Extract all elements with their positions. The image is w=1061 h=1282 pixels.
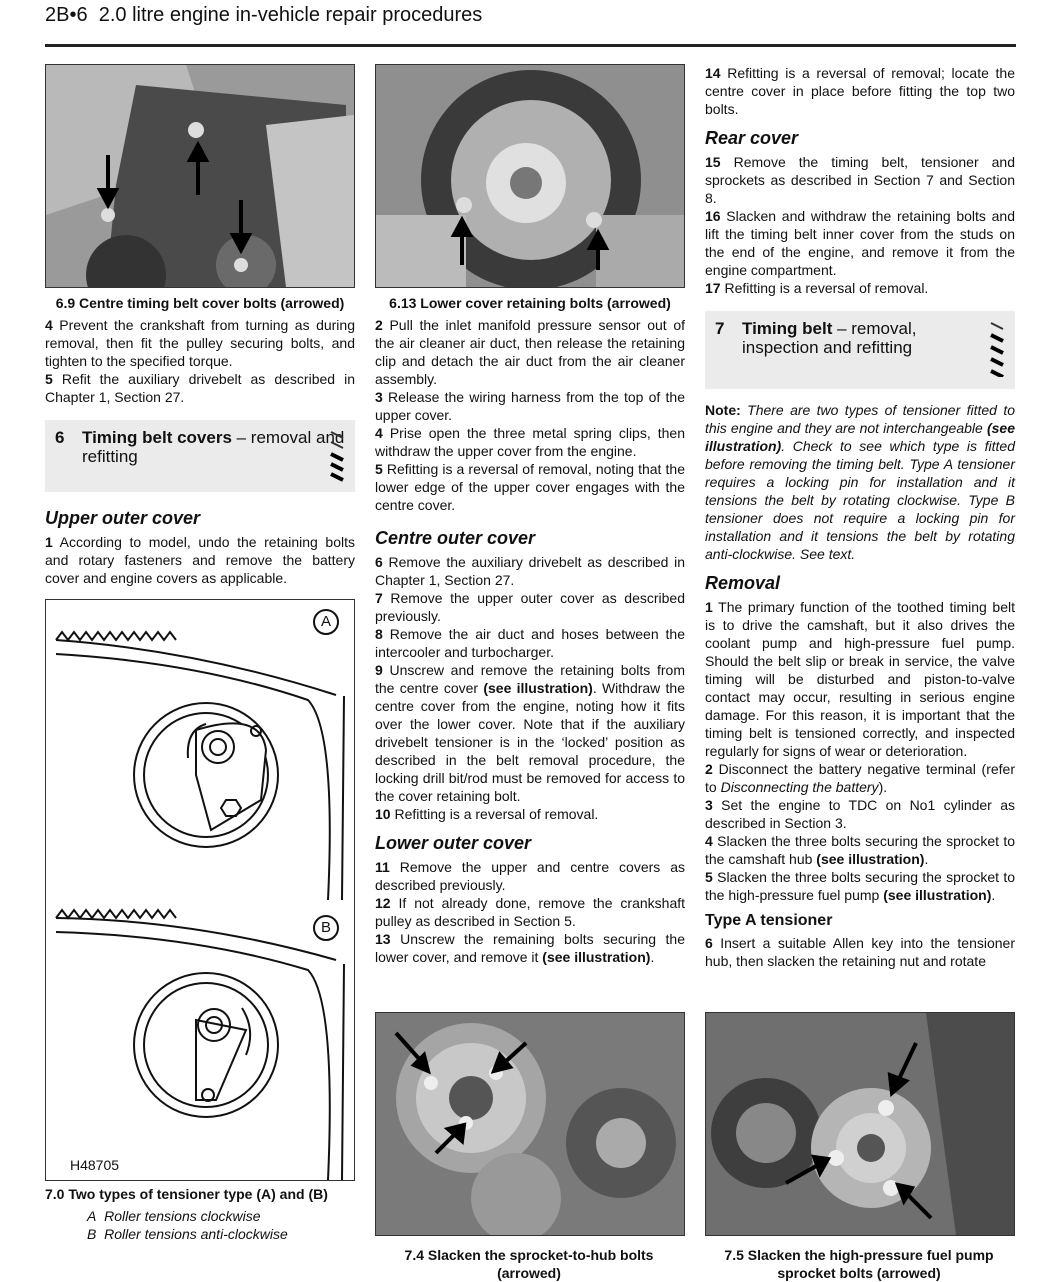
photo-6-13-caption: 6.13 Lower cover retaining bolts (arrowed) [389,295,671,311]
tensioner-note: Note: There are two types of tensioner fitted to this engine and they are not interchangeable (see illustration). Check to see which type is fitted before removing the timing belt. Type A tensioner requires a locking pin for installation and it tensions the belt by rotating clockwise. Type B tensioner does not require a locking pin for installation and it tensions the belt by rotating anti-clockwise. See text. [705,402,1015,562]
step-4: 4 Slacken the three bolts securing the sprocket to the camshaft hub (see illustration). [705,833,1015,867]
section-title: Timing belt covers – removal and refitting [82,428,345,466]
step-12: 12 If not already done, remove the crankshaft pulley as described in Section 5. [375,895,686,929]
figure-7-0 [45,599,355,1181]
heading-upper-outer-cover: Upper outer cover [45,508,201,528]
photo-7-4-caption: 7.4 Slacken the sprocket-to-hub bolts (arrowed) [404,1247,654,1281]
step-14: 14 Refitting is a reversal of removal; locate the centre cover in place before fitting the top two bolts. [705,65,1015,117]
heading-type-a-tensioner: Type A tensioner [705,912,833,929]
section-title: Timing belt – removal, inspection and refitting [742,319,917,357]
step-15: 15 Remove the timing belt, tensioner and sprockets as described in Section 7 and Section 8. [705,154,1015,206]
step-9: 9 Unscrew and remove the retaining bolts from the centre cover (see illustration). Withdraw the centre cover from the engine, noting how it fits over the lower cover. Note that if the auxiliary drivebelt tensioner is in the ‘locked’ position as described in the belt removal procedure, the locking drill bit/rod must be removed for access to the cover retaining bolt. [375,662,686,804]
section-6-box [45,420,355,492]
section-number: 7 [715,319,725,338]
step-1: 1 The primary function of the toothed timing belt is to drive the camshaft, but it also drives the coolant pump and high-pressure fuel pump. Should the belt slip or break in service, the valve timing will be disturbed and piston-to-valve contact may occur, resulting in serious engine damage. For this reason, it is important that the timing belt is tensioned correctly, and inspected regularly for signs of wear or deterioration. [705,599,1015,759]
photo-6-13 [375,64,685,288]
step-1: 1 According to model, undo the retaining bolts and rotary fasteners and remove the battery cover and engine covers as applicable. [45,534,356,586]
page-number: 2B•6 [45,4,88,26]
step-2: 2 Pull the inlet manifold pressure sensor out of the air cleaner air duct, then release the retaining clip and detach the air duct from the air cleaner assembly. [375,317,686,387]
difficulty-spanner-icon [987,317,1009,377]
heading-rear-cover: Rear cover [705,128,799,148]
step-6: 6 Remove the auxiliary drivebelt as described in Chapter 1, Section 27. [375,554,686,588]
heading-removal: Removal [705,573,781,593]
section-7-box [705,311,1015,389]
step-5: 5 Slacken the three bolts securing the sprocket to the high-pressure fuel pump (see illustration). [705,869,1015,903]
figure-code: H48705 [70,1157,120,1173]
page-title: 2.0 litre engine in-vehicle repair procedures [98,4,483,26]
step-10: 10 Refitting is a reversal of removal. [375,806,599,822]
photo-7-4 [375,1012,685,1236]
step-7: 7 Remove the upper outer cover as described previously. [375,590,686,624]
photo-6-9-caption: 6.9 Centre timing belt cover bolts (arrowed) [55,295,345,311]
step-5: 5 Refitting is a reversal of removal, noting that the lower edge of the upper cover engages with the centre cover. [375,461,685,513]
photo-6-9 [45,64,355,288]
step-13: 13 Unscrew the remaining bolts securing the lower cover, and remove it (see illustration). [375,931,685,965]
step-4: 4 Prise open the three metal spring clips, then withdraw the upper cover from the engine. [375,425,686,459]
heading-centre-outer-cover: Centre outer cover [375,528,536,548]
step-11: 11 Remove the upper and centre covers as described previously. [375,859,686,893]
figure-legend-b: B Roller tensions anti-clockwise [87,1226,288,1242]
column-2 [375,64,686,1281]
step-6: 6 Insert a suitable Allen key into the tensioner hub, then slacken the retaining nut and rotate [705,935,1015,969]
step-5: 5 Refit the auxiliary drivebelt as described in Chapter 1, Section 27. [45,371,355,405]
step-3: 3 Set the engine to TDC on No1 cylinder as described in Section 3. [705,797,1015,831]
header-rule [45,44,1016,47]
photo-7-5 [705,1012,1015,1236]
photo-7-5-caption: 7.5 Slacken the high-pressure fuel pump sprocket bolts (arrowed) [724,1247,994,1281]
figure-label-a: A [321,613,332,630]
difficulty-spanner-icon [327,426,349,482]
page-header [45,4,482,27]
figure-legend-a: A Roller tensions clockwise [87,1208,261,1224]
column-1 [45,64,355,1243]
step-4: 4 Prevent the crankshaft from turning as during removal, then fit the pulley securing bolts, and tighten to the specified torque. [45,317,355,369]
step-3: 3 Release the wiring harness from the top of the upper cover. [375,389,685,423]
step-8: 8 Remove the air duct and hoses between the intercooler and turbocharger. [375,626,685,660]
step-16: 16 Slacken and withdraw the retaining bolts and lift the timing belt inner cover from the studs on the end of the engine, and remove it from the engine compartment. [705,208,1015,278]
figure-7-0-caption: 7.0 Two types of tensioner type (A) and (B) [45,1186,328,1202]
step-2: 2 Disconnect the battery negative terminal (refer to Disconnecting the battery). [705,761,1016,795]
figure-label-b: B [321,919,332,936]
step-17: 17 Refitting is a reversal of removal. [705,280,929,296]
section-number: 6 [55,428,65,447]
column-3 [705,64,1016,1281]
heading-lower-outer-cover: Lower outer cover [375,833,532,853]
